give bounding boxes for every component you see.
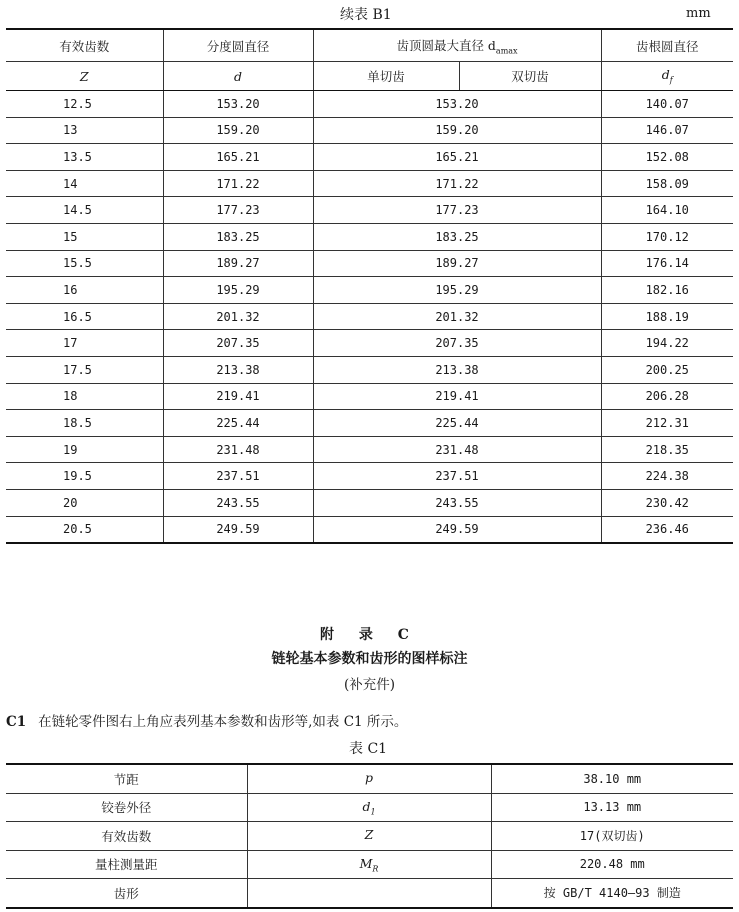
table-row (6, 117, 733, 144)
cell-tip-max-diameter: 207.35 (313, 330, 601, 357)
header-root-diameter: 齿根圆直径 (601, 29, 733, 62)
table-b1-symbol-row (6, 62, 733, 91)
table-b1 (6, 28, 733, 544)
cell-tip-max-diameter: 165.21 (313, 144, 601, 171)
table-row (6, 356, 733, 383)
cell-pitch-diameter: 249.59 (163, 516, 313, 543)
cell-parameter-value: 13.13 mm (491, 793, 733, 822)
header-single-cut: 单切齿 (313, 62, 459, 91)
cell-parameter-value: 220.48 mm (491, 850, 733, 879)
table-row (6, 91, 733, 118)
cell-teeth: 17.5 (6, 356, 163, 383)
cell-teeth: 20 (6, 489, 163, 516)
header-pitch-diameter: 分度圆直径 (163, 29, 313, 62)
symbol-base: d (362, 798, 371, 814)
cell-parameter-value: 17(双切齿) (491, 822, 733, 851)
cell-teeth: 19.5 (6, 463, 163, 490)
cell-parameter-symbol (247, 850, 491, 879)
cell-pitch-diameter: 237.51 (163, 463, 313, 490)
cell-root-diameter: 158.09 (601, 170, 733, 197)
cell-tip-max-diameter: 159.20 (313, 117, 601, 144)
cell-teeth: 15 (6, 223, 163, 250)
appendix-c-title: 附 录 C (320, 627, 419, 643)
table-row (6, 330, 733, 357)
table-row (6, 436, 733, 463)
cell-teeth: 15.5 (6, 250, 163, 277)
cell-root-diameter: 230.42 (601, 489, 733, 516)
cell-tip-max-diameter: 153.20 (313, 91, 601, 118)
cell-teeth: 13 (6, 117, 163, 144)
cell-parameter-name: 铰卷外径 (6, 793, 247, 822)
symbol-base: Z (364, 827, 374, 842)
symbol-df-base: d (661, 67, 670, 83)
cell-tip-max-diameter: 189.27 (313, 250, 601, 277)
cell-root-diameter: 146.07 (601, 117, 733, 144)
cell-teeth: 17 (6, 330, 163, 357)
table-row (6, 303, 733, 330)
cell-tip-max-diameter: 201.32 (313, 303, 601, 330)
header-double-cut: 双切齿 (459, 62, 601, 91)
clause-c1-text: 在链轮零件图右上角应表列基本参数和齿形等,如表 C1 所示。 (38, 714, 408, 730)
cell-pitch-diameter: 165.21 (163, 144, 313, 171)
cell-root-diameter: 140.07 (601, 91, 733, 118)
table-b1-unit: mm (686, 6, 711, 21)
cell-parameter-name: 量柱测量距 (6, 850, 247, 879)
cell-pitch-diameter: 177.23 (163, 197, 313, 224)
cell-root-diameter: 224.38 (601, 463, 733, 490)
table-b1-caption-row (0, 0, 739, 26)
cell-pitch-diameter: 189.27 (163, 250, 313, 277)
cell-teeth: 18.5 (6, 410, 163, 437)
table-row (6, 144, 733, 171)
cell-tip-max-diameter: 183.25 (313, 223, 601, 250)
appendix-c-note: (补充件) (343, 677, 396, 693)
cell-root-diameter: 152.08 (601, 144, 733, 171)
table-row (6, 463, 733, 490)
cell-parameter-value: 38.10 mm (491, 764, 733, 793)
cell-tip-max-diameter: 243.55 (313, 489, 601, 516)
table-row (6, 383, 733, 410)
table-b1-header-row (6, 29, 733, 62)
cell-parameter-name: 有效齿数 (6, 822, 247, 851)
table-row (6, 850, 733, 879)
cell-root-diameter: 182.16 (601, 277, 733, 304)
cell-parameter-symbol (247, 793, 491, 822)
cell-tip-max-diameter: 195.29 (313, 277, 601, 304)
cell-root-diameter: 206.28 (601, 383, 733, 410)
cell-pitch-diameter: 219.41 (163, 383, 313, 410)
cell-pitch-diameter: 171.22 (163, 170, 313, 197)
cell-pitch-diameter: 207.35 (163, 330, 313, 357)
cell-root-diameter: 170.12 (601, 223, 733, 250)
table-c1 (6, 763, 733, 909)
cell-pitch-diameter: 201.32 (163, 303, 313, 330)
appendix-c-subtitle: 链轮基本参数和齿形的图样标注 (271, 651, 468, 667)
cell-parameter-value: 按 GB/T 4140—93 制造 (491, 879, 733, 908)
symbol-df (601, 62, 733, 91)
table-row (6, 516, 733, 543)
table-row (6, 764, 733, 793)
table-row (6, 489, 733, 516)
cell-pitch-diameter: 159.20 (163, 117, 313, 144)
symbol-df-subscript: f (669, 75, 673, 85)
cell-teeth: 13.5 (6, 144, 163, 171)
cell-root-diameter: 218.35 (601, 436, 733, 463)
table-row (6, 277, 733, 304)
cell-parameter-symbol (247, 764, 491, 793)
cell-tip-max-diameter: 171.22 (313, 170, 601, 197)
table-row (6, 822, 733, 851)
cell-tip-max-diameter: 225.44 (313, 410, 601, 437)
cell-parameter-name: 节距 (6, 764, 247, 793)
cell-tip-max-diameter: 231.48 (313, 436, 601, 463)
clause-c1-number: C1 (6, 714, 27, 730)
cell-teeth: 18 (6, 383, 163, 410)
table-row (6, 223, 733, 250)
cell-parameter-symbol (247, 822, 491, 851)
table-b1-caption: 续表 B1 (340, 7, 392, 23)
cell-pitch-diameter: 243.55 (163, 489, 313, 516)
cell-teeth: 20.5 (6, 516, 163, 543)
cell-pitch-diameter: 231.48 (163, 436, 313, 463)
header-tip-max-text: 齿顶圆最大直径 d (396, 37, 496, 53)
table-c1-caption: 表 C1 (349, 741, 388, 757)
table-row (6, 197, 733, 224)
cell-root-diameter: 200.25 (601, 356, 733, 383)
cell-tip-max-diameter: 219.41 (313, 383, 601, 410)
cell-root-diameter: 212.31 (601, 410, 733, 437)
cell-teeth: 14 (6, 170, 163, 197)
cell-teeth: 16 (6, 277, 163, 304)
cell-root-diameter: 188.19 (601, 303, 733, 330)
clause-c1 (6, 710, 407, 730)
symbol-subscript: 1 (370, 807, 376, 816)
cell-pitch-diameter: 213.38 (163, 356, 313, 383)
table-row (6, 170, 733, 197)
cell-pitch-diameter: 183.25 (163, 223, 313, 250)
cell-parameter-name: 齿形 (6, 879, 247, 908)
symbol-d: d (163, 62, 313, 91)
header-tip-max-diameter (313, 29, 601, 62)
symbol-base: p (364, 770, 373, 785)
cell-pitch-diameter: 225.44 (163, 410, 313, 437)
cell-teeth: 16.5 (6, 303, 163, 330)
cell-teeth: 14.5 (6, 197, 163, 224)
cell-root-diameter: 236.46 (601, 516, 733, 543)
header-tip-max-subscript: amax (495, 46, 518, 56)
table-row (6, 879, 733, 908)
cell-tip-max-diameter: 177.23 (313, 197, 601, 224)
cell-teeth: 12.5 (6, 91, 163, 118)
symbol-base: M (359, 855, 373, 871)
cell-root-diameter: 176.14 (601, 250, 733, 277)
cell-root-diameter: 194.22 (601, 330, 733, 357)
header-teeth: 有效齿数 (6, 29, 163, 62)
cell-tip-max-diameter: 213.38 (313, 356, 601, 383)
cell-tip-max-diameter: 237.51 (313, 463, 601, 490)
table-row (6, 250, 733, 277)
table-row (6, 793, 733, 822)
cell-teeth: 19 (6, 436, 163, 463)
cell-tip-max-diameter: 249.59 (313, 516, 601, 543)
symbol-z: Z (6, 62, 163, 91)
cell-pitch-diameter: 195.29 (163, 277, 313, 304)
table-row (6, 410, 733, 437)
cell-root-diameter: 164.10 (601, 197, 733, 224)
cell-parameter-symbol (247, 879, 491, 908)
cell-pitch-diameter: 153.20 (163, 91, 313, 118)
symbol-subscript: R (372, 864, 379, 873)
